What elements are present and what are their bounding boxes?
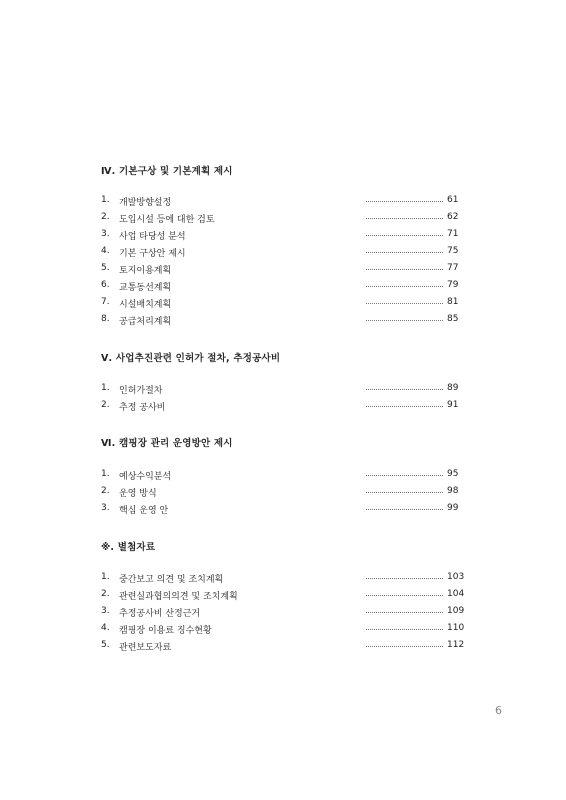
entry-title: 인허가절차 <box>119 386 163 396</box>
entry-page: 110 <box>447 623 465 633</box>
entry-page: 81 <box>447 297 459 307</box>
entry-page: 61 <box>447 195 459 205</box>
entry-title: 핵심 운영 안 <box>119 506 169 516</box>
toc-entry[interactable] <box>101 486 461 500</box>
dot-leader <box>366 201 443 202</box>
toc-entry[interactable] <box>101 640 465 654</box>
entry-page: 85 <box>447 314 459 324</box>
entry-page: 95 <box>447 469 459 479</box>
dot-leader <box>366 218 443 219</box>
entry-title: 기본 구상안 제시 <box>119 249 186 259</box>
entry-page: 98 <box>447 486 459 496</box>
toc-entry[interactable] <box>101 212 461 226</box>
entry-number: 7. <box>101 297 110 307</box>
entry-page: 91 <box>447 400 459 410</box>
entry-title: 추정 공사비 <box>119 403 166 413</box>
toc-entry[interactable] <box>101 297 461 311</box>
entry-number: 3. <box>101 503 110 513</box>
entry-page: 109 <box>447 606 465 616</box>
page-number: 6 <box>495 704 502 717</box>
entry-title: 공급처리계획 <box>119 317 172 327</box>
entry-number: 1. <box>101 469 110 479</box>
dot-leader <box>366 252 443 253</box>
entry-number: 2. <box>101 589 110 599</box>
entry-page: 75 <box>447 246 459 256</box>
dot-leader <box>366 475 443 476</box>
entry-number: 3. <box>101 606 110 616</box>
toc-entry[interactable] <box>101 606 465 620</box>
section-heading: ※. 별첨자료 <box>101 542 156 553</box>
dot-leader <box>366 389 443 390</box>
entry-page: 79 <box>447 280 459 290</box>
dot-leader <box>366 235 443 236</box>
toc-entry[interactable] <box>101 229 461 243</box>
dot-leader <box>366 303 443 304</box>
entry-number: 2. <box>101 486 110 496</box>
dot-leader <box>366 509 443 510</box>
dot-leader <box>366 595 443 596</box>
toc-entry[interactable] <box>101 400 461 414</box>
entry-title: 캠핑장 이용료 징수현황 <box>119 626 212 636</box>
entry-title: 토지이용계획 <box>119 266 172 276</box>
dot-leader <box>366 612 443 613</box>
entry-title: 중간보고 의견 및 조치계획 <box>119 575 224 585</box>
entry-title: 교통동선계획 <box>119 283 172 293</box>
section-heading: Ⅵ. 캠핑장 관리 운영방안 제시 <box>101 438 233 449</box>
section-heading: Ⅳ. 기본구상 및 기본계획 제시 <box>101 166 233 177</box>
dot-leader <box>366 406 443 407</box>
toc-entry[interactable] <box>101 623 465 637</box>
entry-title: 도입시설 등에 대한 검토 <box>119 215 215 225</box>
entry-number: 1. <box>101 383 110 393</box>
toc-entry[interactable] <box>101 383 461 397</box>
entry-page: 104 <box>447 589 465 599</box>
entry-number: 3. <box>101 229 110 239</box>
entry-page: 77 <box>447 263 459 273</box>
dot-leader <box>366 646 443 647</box>
entry-number: 1. <box>101 572 110 582</box>
entry-number: 1. <box>101 195 110 205</box>
toc-entry[interactable] <box>101 589 465 603</box>
entry-number: 2. <box>101 212 110 222</box>
entry-number: 4. <box>101 246 110 256</box>
entry-number: 2. <box>101 400 110 410</box>
entry-title: 예상수익분석 <box>119 472 172 482</box>
dot-leader <box>366 629 443 630</box>
entry-page: 71 <box>447 229 459 239</box>
dot-leader <box>366 578 443 579</box>
toc-entry[interactable] <box>101 195 461 209</box>
entry-title: 추정공사비 산정근거 <box>119 609 201 619</box>
entry-title: 개발방향설정 <box>119 198 172 208</box>
entry-page: 99 <box>447 503 459 513</box>
entry-title: 시설배치계획 <box>119 300 172 310</box>
dot-leader <box>366 320 443 321</box>
toc-entry[interactable] <box>101 314 461 328</box>
entry-page: 89 <box>447 383 459 393</box>
entry-page: 112 <box>447 640 465 650</box>
entry-number: 6. <box>101 280 110 290</box>
entry-page: 103 <box>447 572 465 582</box>
dot-leader <box>366 286 443 287</box>
entry-title: 관련실과협의의견 및 조치계획 <box>119 592 238 602</box>
toc-entry[interactable] <box>101 572 465 586</box>
toc-entry[interactable] <box>101 503 461 517</box>
entry-number: 5. <box>101 640 110 650</box>
toc-entry[interactable] <box>101 263 461 277</box>
entry-title: 관련보도자료 <box>119 643 172 653</box>
toc-entry[interactable] <box>101 246 461 260</box>
entry-title: 운영 방식 <box>119 489 157 499</box>
section-heading: Ⅴ. 사업추진관련 인허가 절차, 추정공사비 <box>101 353 281 364</box>
entry-page: 62 <box>447 212 459 222</box>
dot-leader <box>366 269 443 270</box>
toc-entry[interactable] <box>101 280 461 294</box>
entry-number: 8. <box>101 314 110 324</box>
dot-leader <box>366 492 443 493</box>
entry-number: 4. <box>101 623 110 633</box>
entry-title: 사업 타당성 분석 <box>119 232 186 242</box>
toc-entry[interactable] <box>101 469 461 483</box>
entry-number: 5. <box>101 263 110 273</box>
